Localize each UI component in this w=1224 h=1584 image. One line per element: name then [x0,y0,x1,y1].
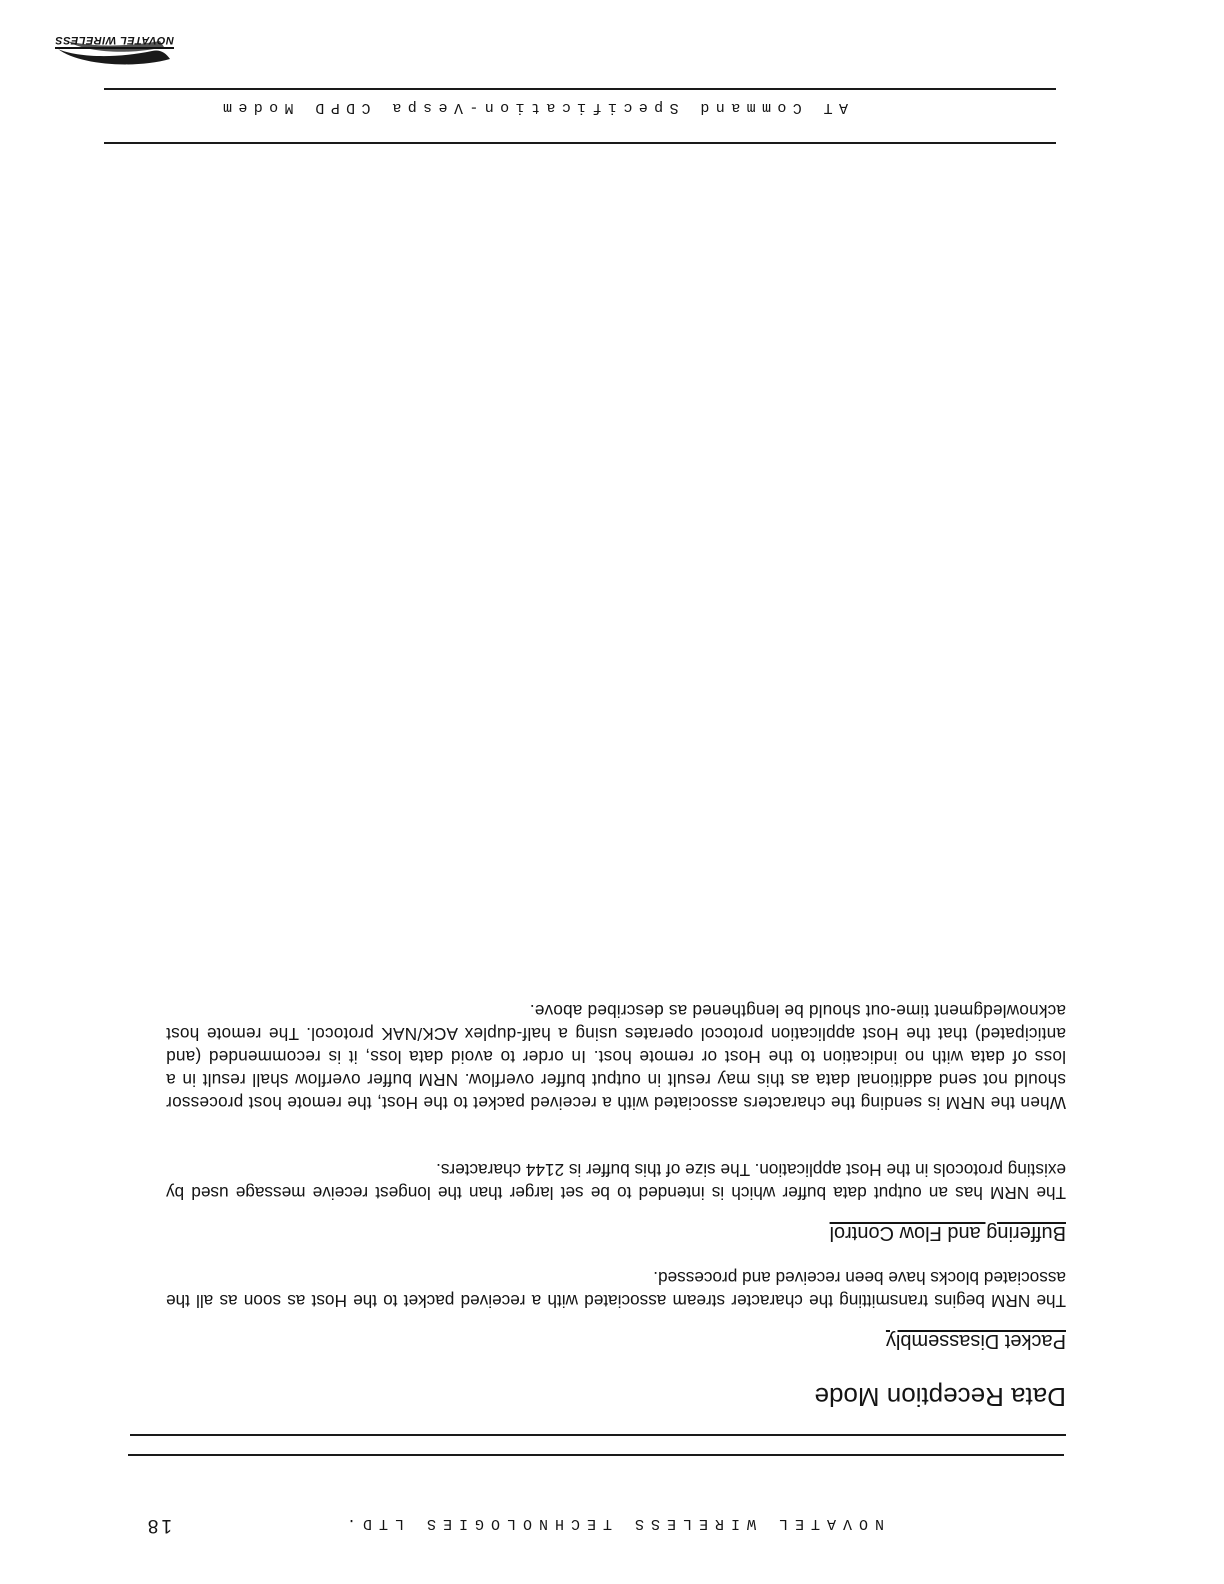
paragraph-buffer-size: The NRM has an output data buffer which is intended to be set larger than the longest receive message used by existing protocols in the Host application. The size of this buffer is 2144 characters. [166,1160,1066,1203]
subheading-buffering-flow-control: Buffering and Flow Control [829,1222,1066,1244]
company-line: NOVATEL WIRELESS TECHNOLOGIES LTD. [339,1515,884,1532]
running-title: AT Command Specification-Vespa CDPD Modem [216,99,848,116]
paragraph-packet-disassembly: The NRM begins transmitting the character stream associated with a received packet to the Host as soon as all the associated blocks have been received and processed. [166,1268,1066,1311]
header-rule-top [128,1454,1064,1456]
company-logo [54,29,174,89]
section-title: Data Reception Mode [814,1382,1066,1412]
footer-rule-bottom [104,88,1056,90]
logo-text: NOVATEL WIRELESS [55,34,174,49]
paragraph-flow-control: When the NRM is sending the characters associated with a received packet to the Host, the remote host processor should not send additional data as this may result in output buffer overflow. NRM buffer overflow shall result in a loss of data with no indication to the Host or remote host. In order to avoid data loss, it is recommended (and anticipated) that the Host application protocol operates using a half-duplex ACK/NAK protocol. The remote host acknowledgment time-out should be lengthened as described above. [166,1001,1066,1113]
page-number: 18 [144,1515,172,1536]
subheading-packet-disassembly: Packet Disassembly [885,1330,1066,1352]
header-rule-bottom [130,1435,1066,1437]
footer-rule-top [104,143,1056,145]
